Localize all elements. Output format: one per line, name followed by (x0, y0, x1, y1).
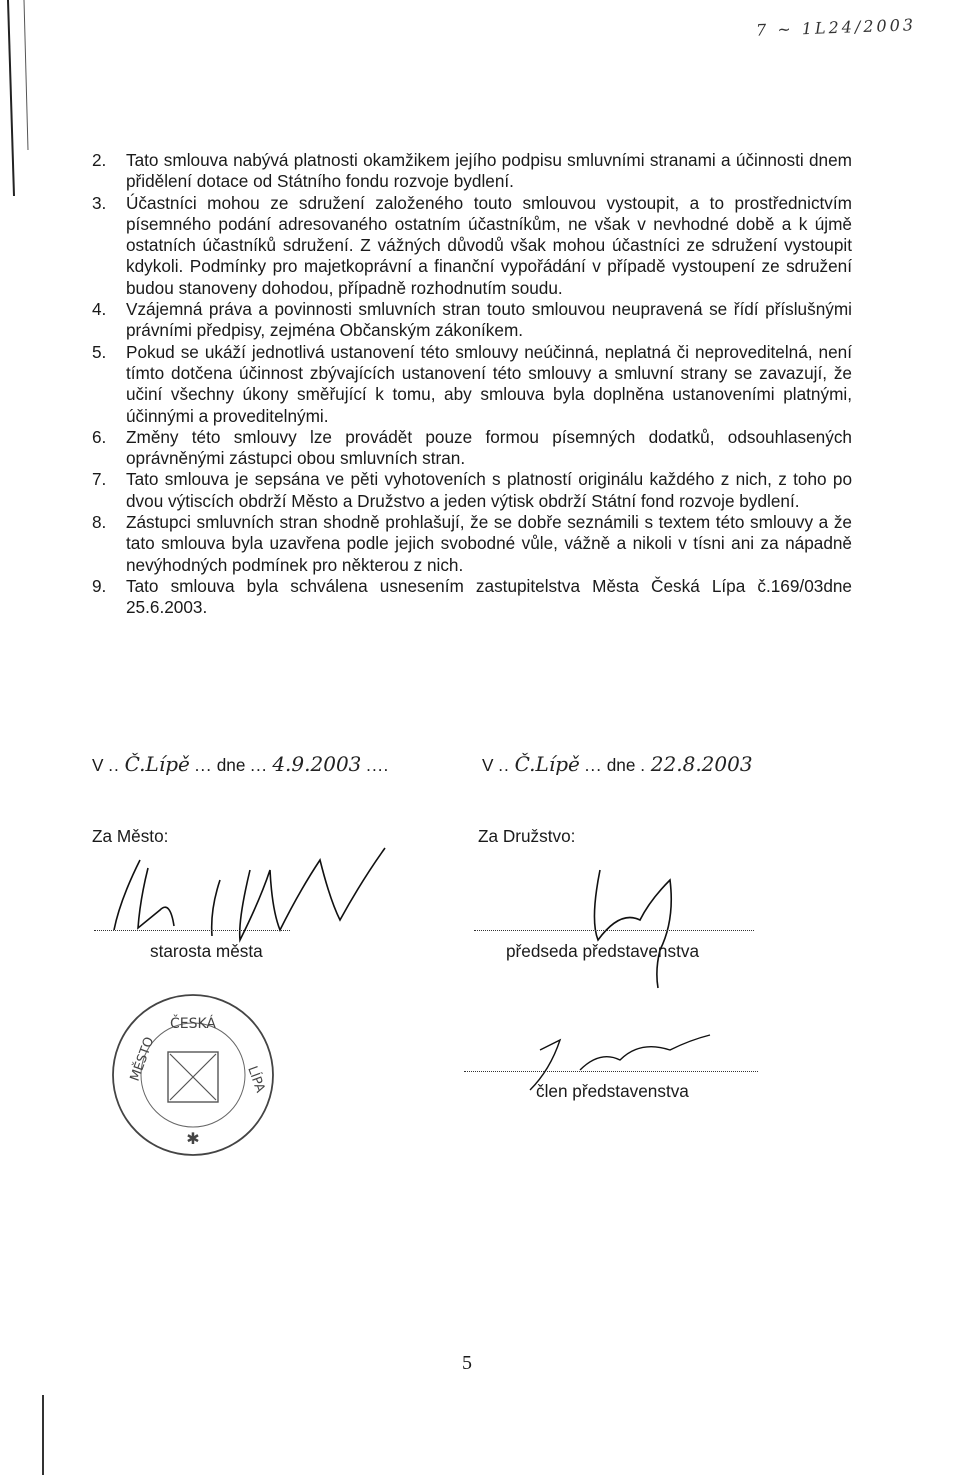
dotted-fill: .. (108, 755, 120, 775)
clause-item (92, 193, 852, 299)
handwritten-place: Č.Lípě (124, 752, 190, 776)
mayor-signature (100, 840, 400, 950)
clause-number: 8. (92, 512, 107, 533)
clause-text: Tato smlouva je sepsána ve pěti vyhotoveních s platností originálu každého z nich, z toho po dvou výtiscích obdrží Město a Družstvo a jeden výtisk obdrží Státní fond rozvoje bydlení. (126, 469, 852, 511)
svg-text:ČESKÁ: ČESKÁ (169, 1016, 217, 1032)
coop-place-date-line (482, 752, 753, 776)
place-prefix: V (482, 755, 494, 775)
date-prefix: dne (216, 755, 246, 775)
clause-item (92, 150, 852, 193)
board-member-signature-line (464, 1071, 758, 1072)
clause-number: 3. (92, 192, 107, 213)
clause-text: Zástupci smluvních stran shodně prohlašují, že se dobře seznámili s textem této smlouvy a že tato smlouva byla uzavřena podle jejich svobodné vůle, vážně a nikoli v tísni ani za nápadně nevýhodných podmínek pro některou z nich. (126, 512, 852, 575)
mayor-role: starosta města (150, 941, 263, 961)
clause-text: Účastníci mohou ze sdružení založeného touto smlouvou vystoupit, a to prostřednictvím písemného podání adresovaného ostatním účastníkům, ne však v nevhodné době a k újmě ostatních účastníků sdružení. Z vážných důvodů však mohou účastníci ze sdružení vystoupit kdykoli. Podmínky pro majetkoprávní a finanční vypořádání v případě vystoupení ze sdružení budou stanoveny dohodou, případně rozhodnutím soudu. (126, 192, 852, 298)
clause-item (92, 427, 852, 470)
coop-party-label: Za Družstvo: (478, 826, 576, 846)
dotted-fill: . (640, 755, 646, 775)
svg-text:✱: ✱ (186, 1129, 200, 1148)
clause-item (92, 512, 852, 576)
chairman-signature-line (474, 930, 754, 931)
city-place-date-line (92, 752, 389, 776)
dotted-fill: .. (498, 755, 510, 775)
svg-text:LÍPA: LÍPA (244, 1064, 268, 1095)
clause-item (92, 469, 852, 512)
clause-item (92, 576, 852, 619)
clause-text: Tato smlouva byla schválena usnesením zastupitelstva Města Česká Lípa č.169/03dne 25.6.2003. (126, 575, 852, 618)
handwritten-date: 4.9.2003 (272, 752, 362, 776)
clause-text: Tato smlouva nabývá platnosti okamžikem jejího podpisu smluvními stranami a účinnosti dnem přidělení dotace od Státního fondu rozvoje bydlení. (126, 150, 852, 192)
dotted-fill: ... (194, 755, 212, 775)
clause-text: Vzájemná práva a povinnosti smluvních stran touto smlouvou neupravená se řídí příslušnými právními předpisy, zejména Občanským zákoníkem. (126, 299, 852, 341)
city-official-seal (108, 990, 278, 1160)
handwritten-date: 22.8.2003 (650, 752, 753, 776)
clause-number: 4. (92, 299, 107, 320)
dotted-fill: .... (366, 755, 390, 775)
svg-text:MĚSTO: MĚSTO (127, 1035, 158, 1084)
city-party-label: Za Město: (92, 826, 169, 846)
clause-number: 6. (92, 426, 107, 447)
dotted-fill: ... (250, 755, 268, 775)
reference-mark: 7 ~ 1L24/2003 (755, 15, 917, 40)
clause-text: Změny této smlouvy lze provádět pouze formou písemných dodatků, odsouhlasených oprávněnými zástupci obou smluvních stran. (126, 426, 852, 469)
page-number: 5 (462, 1352, 472, 1374)
place-prefix: V (92, 755, 104, 775)
clause-number: 9. (92, 575, 107, 596)
mayor-signature-line (94, 930, 290, 931)
chairman-role: předseda představenstva (506, 941, 700, 961)
handwritten-place: Č.Lípě (514, 752, 580, 776)
scan-edge-mark-bottom (38, 1395, 48, 1475)
contract-clauses (92, 150, 852, 619)
clause-item (92, 342, 852, 427)
clause-text: Pokud se ukáží jednotlivá ustanovení této smlouvy neúčinná, neplatná či neproveditelná, není tímto dotčena účinnost zbývajících ustanovení této smlouvy a smluvní strany se zavazují, že učiní všechny úkony směřující k tomu, aby smlouva byla doplněna ustanoveními platnými, účinnými a proveditelnými. (126, 341, 852, 426)
board-member-role: člen představenstva (536, 1081, 689, 1101)
clause-number: 7. (92, 469, 107, 490)
chairman-signature (560, 840, 700, 990)
clause-number: 2. (92, 150, 107, 170)
scan-edge-mark (0, 0, 40, 200)
clause-item (92, 299, 852, 342)
clause-number: 5. (92, 341, 107, 362)
dotted-fill: ... (584, 755, 602, 775)
date-prefix: dne (606, 755, 636, 775)
